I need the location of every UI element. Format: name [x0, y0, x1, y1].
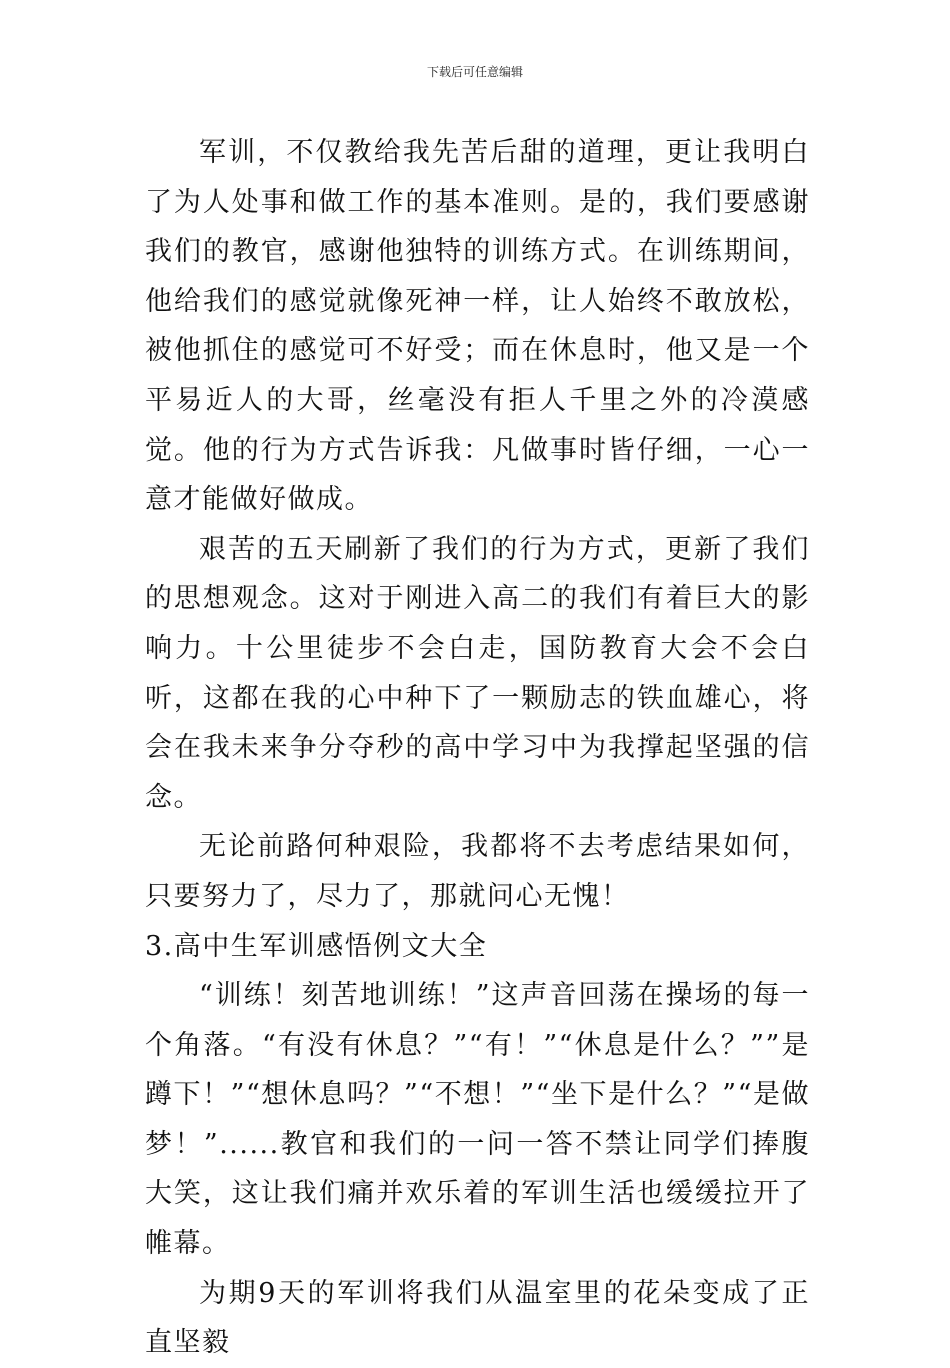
document-body: [145, 128, 810, 1368]
paragraph-training-dialogue: “训练！刻苦地训练！”这声音回荡在操场的每一个角落。“有没有休息？”“有！”“休息是什么？””是蹲下！”“想休息吗？”“不想！”“坐下是什么？”“是做梦！”......教官和我们的一问一答不禁让同学们捧腹大笑，这让我们痛并欢乐着的军训生活也缓缓拉开了帷幕。: [145, 980, 810, 1260]
paragraph-nine-days: 为期9天的军训将我们从温室里的花朵变成了正直坚毅: [145, 1277, 810, 1359]
paragraph-five-days: 艰苦的五天刷新了我们的行为方式，更新了我们的思想观念。这对于刚进入高二的我们有着巨大的影响力。十公里徒步不会白走，国防教育大会不会白听，这都在我的心中种下了一颗励志的铁血雄心，将会在我未来争分夺秒的高中学习中为我撑起坚强的信念。: [145, 533, 810, 813]
section-heading: 3.高中生军训感悟例文大全: [145, 930, 488, 962]
paragraph-military-training-reflection: 军训，不仅教给我先苦后甜的道理，更让我明白了为人处事和做工作的基本准则。是的，我们要感谢我们的教官，感谢他独特的训练方式。在训练期间，他给我们的感觉就像死神一样，让人始终不敢放松，被他抓住的感觉可不好受；而在休息时，他又是一个平易近人的大哥，丝毫没有拒人千里之外的冷漠感觉。他的行为方式告诉我：凡做事时皆仔细，一心一意才能做好做成。: [145, 137, 810, 516]
paragraph-no-regrets: 无论前路何种艰险，我都将不去考虑结果如何，只要努力了，尽力了，那就问心无愧！: [145, 831, 810, 912]
page-header: 下载后可任意编辑: [426, 65, 523, 79]
